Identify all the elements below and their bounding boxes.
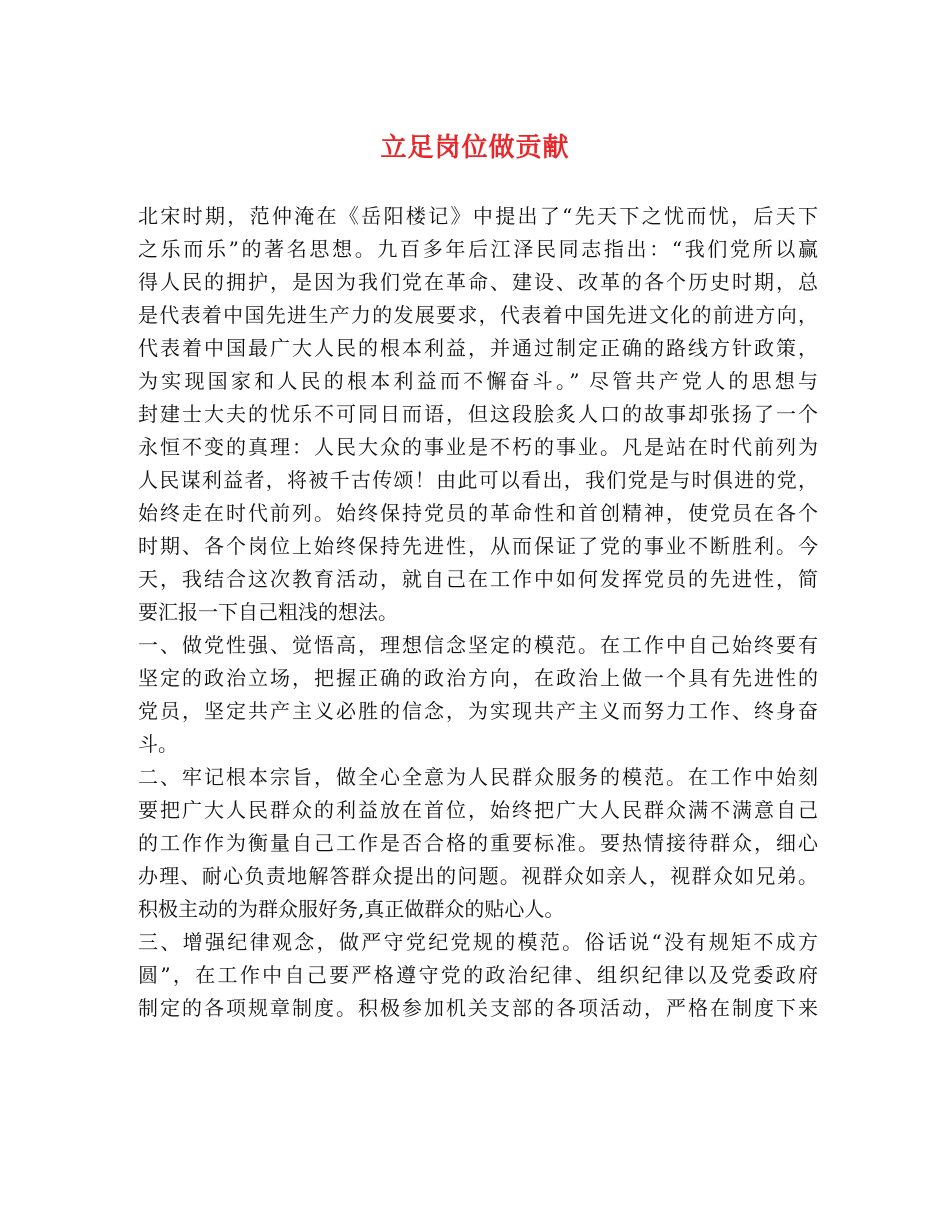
body-line: 永恒不变的真理：人民大众的事业是不朽的事业。凡是站在时代前列为	[138, 435, 818, 459]
body-line: 斗。	[138, 732, 178, 756]
body-line: 三、增强纪律观念，做严守党纪党规的模范。俗话说“没有规矩不成方	[138, 930, 818, 954]
body-line: 要汇报一下自己粗浅的想法。	[138, 600, 398, 624]
body-line: 积极主动的为群众服好务,真正做群众的贴心人。	[138, 897, 565, 921]
body-line: 的工作作为衡量自己工作是否合格的重要标准。要热情接待群众，细心	[138, 831, 818, 855]
body-line: 人民谋利益者，将被千古传颂！由此可以看出，我们党是与时俱进的党，	[138, 468, 818, 492]
document-body	[138, 200, 818, 1025]
body-line: 时期、各个岗位上始终保持先进性，从而保证了党的事业不断胜利。今	[138, 534, 818, 558]
body-line: 之乐而乐”的著名思想。九百多年后江泽民同志指出：“我们党所以赢	[138, 237, 818, 261]
body-line: 制定的各项规章制度。积极参加机关支部的各项活动，严格在制度下来	[138, 996, 818, 1020]
body-line: 是代表着中国先进生产力的发展要求，代表着中国先进文化的前进方向，	[138, 303, 818, 327]
document-title: 立足岗位做贡献	[380, 133, 570, 163]
body-line: 为实现国家和人民的根本利益而不懈奋斗。” 尽管共产党人的思想与	[138, 369, 818, 393]
body-line: 封建士大夫的忧乐不可同日而语，但这段脍炙人口的故事却张扬了一个	[138, 402, 818, 426]
body-line: 要把广大人民群众的利益放在首位，始终把广大人民群众满不满意自己	[138, 798, 818, 822]
body-line: 党员，坚定共产主义必胜的信念，为实现共产主义而努力工作、终身奋	[138, 699, 818, 723]
body-line: 北宋时期，范仲淹在《岳阳楼记》中提出了“先天下之忧而忧，后天下	[138, 204, 818, 228]
body-line: 二、牢记根本宗旨，做全心全意为人民群众服务的模范。在工作中始刻	[138, 765, 818, 789]
body-line: 得人民的拥护，是因为我们党在革命、建设、改革的各个历史时期，总	[138, 270, 818, 294]
body-line: 始终走在时代前列。始终保持党员的革命性和首创精神，使党员在各个	[138, 501, 818, 525]
body-line: 办理、耐心负责地解答群众提出的问题。视群众如亲人，视群众如兄弟。	[138, 864, 818, 888]
body-line: 圆”，在工作中自己要严格遵守党的政治纪律、组织纪律以及党委政府	[138, 963, 818, 987]
body-line: 代表着中国最广大人民的根本利益，并通过制定正确的路线方针政策，	[138, 336, 818, 360]
body-line: 一、做党性强、觉悟高，理想信念坚定的模范。在工作中自己始终要有	[138, 633, 818, 657]
body-line: 坚定的政治立场，把握正确的政治方向，在政治上做一个具有先进性的	[138, 666, 818, 690]
body-line: 天，我结合这次教育活动，就自己在工作中如何发挥党员的先进性，简	[138, 567, 818, 591]
